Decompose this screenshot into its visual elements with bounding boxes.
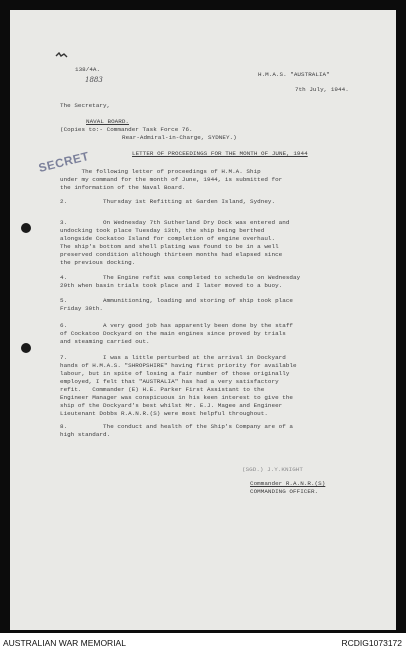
signer-role: COMMANDING OFFICER. — [250, 488, 319, 495]
secret-stamp: SECRET — [37, 148, 91, 176]
file-reference: 138/4A. — [75, 66, 101, 73]
punch-hole-bottom — [21, 343, 31, 353]
paragraph-7: 7. I was a little perturbed at the arrival in Dockyard hands of H.M.A.S. "SHROPSHIRE" having first priority for available labour, but in spite of losing a fair number of those originally employed, I felt that "AUSTRALIA" has had a very satisfactory refit. Commander (E) H.E. Parker First Assistant to the Engineer Manager was conspicuous in his keen interest to give the ship of the Dockyard's best whilst Mr. E.J. Magee and Engineer Lieutenant Dobbs R.A.N.R.(S) were most helpful throughout. — [60, 354, 297, 417]
signature-line: (SGD.) J.Y.KNIGHT — [242, 466, 303, 473]
paragraph-3: 3. On Wednesday 7th Sutherland Dry Dock was entered and undocking took place Tuesday 13th, the ship being berthed alongside Cockatoo Island for completion of engine overhaul. The ship's bottom and shell plating was found to be in a well preserved condition although thirteen months had elapsed since the previous docking. — [60, 219, 290, 266]
paragraph-6: 6. A very good job has apparently been done by the staff of Cockatoo Dockyard on the main engines since proved by trials and steaming carried out. — [60, 322, 294, 345]
signer-rank: Commander R.A.N.R.(S) — [250, 480, 326, 487]
copies-line-2: Rear-Admiral-in-Charge, SYDNEY.) — [122, 134, 237, 141]
paragraph-1: The following letter of proceedings of H.M.A. Ship under my command for the month of June, 1944, is submitted for the information of the Naval Board. — [60, 168, 283, 191]
punch-hole-top — [21, 223, 31, 233]
archive-id: RCDIG1073172 — [341, 638, 402, 648]
handwritten-reference: 1883 — [85, 76, 103, 84]
addressee-line-1: The Secretary, — [60, 102, 111, 109]
paragraph-5: 5. Ammunitioning, loading and storing of ship took place Friday 30th. — [60, 297, 294, 312]
document-title: LETTER OF PROCEEDINGS FOR THE MONTH OF JUNE, 1944 — [132, 150, 308, 157]
copies-line-1: (Copies to:- Commander Task Force 76. — [60, 126, 193, 133]
paragraph-8: 8. The conduct and health of the Ship's Company are of a high standard. — [60, 423, 294, 438]
paragraph-4: 4. The Engine refit was completed to schedule on Wednesday 29th when basin trials took place and I later moved to a buoy. — [60, 274, 301, 289]
addressee-line-2: NAVAL BOARD. — [86, 118, 130, 125]
archive-footer — [0, 633, 406, 653]
document-page — [10, 10, 396, 630]
paragraph-2: 2. Thursday 1st Refitting at Garden Island, Sydney. — [60, 198, 276, 205]
archive-name: AUSTRALIAN WAR MEMORIAL — [3, 638, 126, 648]
letter-date: 7th July, 1944. — [295, 86, 349, 93]
ink-mark — [55, 52, 69, 58]
ship-name: H.M.A.S. "AUSTRALIA" — [258, 71, 330, 78]
